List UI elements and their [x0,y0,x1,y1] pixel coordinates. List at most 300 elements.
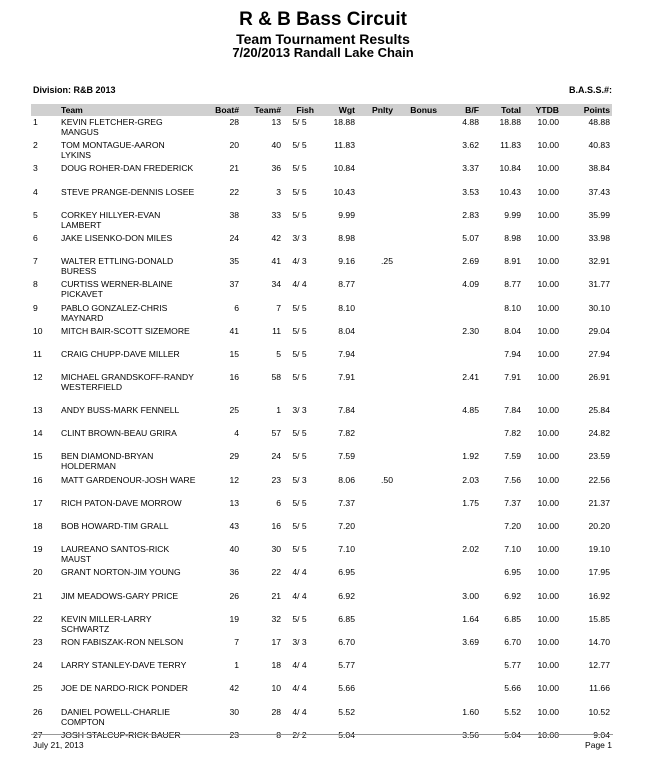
total-weight-cell: 7.56 [504,474,521,485]
ytd-bonus-cell: 10.00 [537,729,559,740]
col-weight: Wgt [338,105,355,115]
event-name: 7/20/2013 Randall Lake Chain [232,45,414,60]
boat-number-cell: 38 [229,209,239,220]
ytd-bonus-cell: 10.00 [537,302,559,313]
penalty-cell [357,427,395,450]
team-name-cell: GRANT NORTON-JIM YOUNG [61,567,181,578]
boat-number-cell: 37 [229,279,239,290]
team-number-cell: 1 [276,405,281,416]
col-big-fish: B/F [465,105,479,115]
boat-number-cell: 29 [229,451,239,462]
total-weight-cell: 8.91 [504,256,521,267]
team-number-cell: 18 [271,660,281,671]
points-cell: 31.77 [588,279,610,290]
big-fish-cell: 3.56 [462,729,479,740]
ytd-bonus-cell: 10.00 [537,372,559,383]
ytd-bonus-cell: 10.00 [537,451,559,462]
place-cell: 23 [33,636,43,647]
table-row [31,404,612,427]
team-name-cell: JIM MEADOWS-GARY PRICE [61,590,179,601]
place-cell: 26 [33,706,43,717]
weight-cell: 8.98 [338,232,355,243]
team-number-cell: 28 [271,706,281,717]
team-name-cell: STEVE PRANGE-DENNIS LOSEE [61,186,195,197]
total-weight-cell: 7.82 [504,428,521,439]
table-row [31,325,612,348]
big-fish-cell: 4.09 [462,279,479,290]
points-cell: 11.66 [589,683,610,694]
weight-cell: 18.88 [333,117,355,127]
fish-count-cell: 5/ 5 [292,163,307,174]
big-fish-cell: 2.02 [462,544,479,555]
big-fish-cell [439,659,481,682]
bonus-cell [395,474,439,497]
ytd-bonus-cell: 10.00 [537,163,559,174]
col-team: Team [61,105,83,115]
weight-cell: 7.10 [338,544,355,555]
team-name-cell: MICHAEL GRANDSKOFF-RANDY WESTERFIELD [61,372,194,393]
big-fish-cell: 1.60 [462,706,479,717]
penalty-cell [357,682,395,705]
table-row [31,162,612,185]
bonus-cell [395,232,439,255]
table-row [31,566,612,589]
weight-cell: 6.70 [338,636,355,647]
boat-number-cell: 12 [229,474,239,485]
total-weight-cell: 6.70 [504,636,521,647]
penalty-cell [357,404,395,427]
table-row [31,186,612,209]
team-number-cell: 6 [276,497,281,508]
place-cell: 14 [33,428,43,439]
big-fish-cell: 3.69 [462,636,479,647]
weight-cell: 8.77 [338,279,355,290]
boat-number-cell: 6 [234,302,239,313]
boat-number-cell: 25 [229,405,239,416]
points-cell: 33.98 [588,232,610,243]
team-number-cell: 7 [276,302,281,313]
team-name-cell: KEVIN MILLER-LARRY SCHWARTZ [61,613,152,634]
total-weight-cell: 11.83 [500,140,521,151]
big-fish-cell: 3.53 [462,186,479,197]
fish-count-cell: 4/ 4 [292,567,307,578]
weight-cell: 8.04 [338,325,355,336]
team-name-cell: TOM MONTAGUE-AARON LYKINS [61,140,165,161]
points-cell: 35.99 [588,209,610,220]
team-number-cell: 5 [276,348,281,359]
penalty-cell [357,209,395,232]
ytd-bonus-cell: 10.00 [537,186,559,197]
points-cell: 40.83 [588,140,610,151]
penalty-cell [357,659,395,682]
fish-count-cell: 5/ 5 [292,325,307,336]
ytd-bonus-cell: 10.00 [537,567,559,578]
bass-number-label: B.A.S.S.#: [568,85,612,95]
ytd-bonus-cell: 10.00 [537,428,559,439]
boat-number-cell: 28 [229,117,239,127]
team-name-cell: JAKE LISENKO-DON MILES [61,232,173,243]
total-weight-cell: 7.20 [504,521,521,531]
table-row [31,371,612,404]
big-fish-cell: 4.85 [462,405,479,416]
bonus-cell [395,543,439,566]
team-number-cell: 10 [271,683,281,694]
table-row [31,278,612,301]
bonus-cell [395,520,439,543]
total-weight-cell: 6.85 [504,613,521,624]
team-name-cell: BEN DIAMOND-BRYAN HOLDERMAN [61,451,154,472]
table-row [31,636,612,659]
penalty-cell [357,729,395,752]
footer-page-number: Page 1 [585,740,612,750]
table-header-row [31,104,612,116]
penalty-cell [357,116,395,139]
ytd-bonus-cell: 10.00 [537,521,559,531]
fish-count-cell: 5/ 5 [292,372,307,383]
team-name-cell: RICH PATON-DAVE MORROW [61,497,182,508]
team-number-cell: 42 [271,232,281,243]
results-body [31,116,612,752]
team-name-cell: CLINT BROWN-BEAU GRIRA [61,428,177,439]
total-weight-cell: 18.88 [499,117,521,127]
ytd-bonus-cell: 10.00 [537,613,559,624]
big-fish-cell [439,566,481,589]
ytd-bonus-cell: 10.00 [537,683,559,694]
team-name-cell: DANIEL POWELL-CHARLIE COMPTON [61,706,171,727]
place-cell: 24 [33,660,43,671]
place-cell: 15 [33,451,43,462]
fish-count-cell: 2/ 2 [292,729,307,740]
penalty-cell [357,139,395,162]
table-row [31,348,612,371]
weight-cell: 9.99 [338,209,355,220]
penalty-cell [357,566,395,589]
team-name-cell: RON FABISZAK-RON NELSON [61,636,184,647]
total-weight-cell: 7.59 [504,451,521,462]
total-weight-cell: 8.10 [504,302,521,313]
boat-number-cell: 20 [229,140,239,151]
ytd-bonus-cell: 10.00 [537,544,559,555]
total-weight-cell: 8.04 [504,325,521,336]
big-fish-cell: 1.75 [462,497,479,508]
place-cell: 11 [33,348,42,359]
weight-cell: 5.66 [338,683,355,694]
total-weight-cell: 7.91 [504,372,521,383]
points-cell: 25.84 [588,405,610,416]
big-fish-cell: 1.92 [462,451,479,462]
division-label: Division: R&B 2013 [33,85,116,95]
points-cell: 21.37 [588,497,610,508]
ytd-bonus-cell: 10.00 [537,256,559,267]
table-row [31,682,612,705]
bonus-cell [395,404,439,427]
total-weight-cell: 7.10 [504,544,521,555]
team-number-cell: 17 [271,636,281,647]
weight-cell: 7.84 [338,405,355,416]
report-title: R & B Bass Circuit [239,9,407,30]
bonus-cell [395,427,439,450]
points-cell: 26.91 [588,372,610,383]
boat-number-cell: 22 [229,186,239,197]
weight-cell: 10.84 [333,163,355,174]
penalty-cell [357,636,395,659]
team-number-cell: 34 [271,279,281,290]
place-cell: 8 [33,279,38,290]
ytd-bonus-cell: 10.00 [537,590,559,601]
bonus-cell [395,139,439,162]
total-weight-cell: 10.84 [499,163,521,174]
bonus-cell [395,371,439,404]
place-cell: 17 [33,497,43,508]
ytd-bonus-cell: 10.00 [537,279,559,290]
weight-cell: 6.92 [338,590,355,601]
penalty-cell [357,543,395,566]
penalty-cell [357,348,395,371]
total-weight-cell: 6.92 [504,590,521,601]
big-fish-cell: 2.69 [462,256,479,267]
big-fish-cell: 2.41 [462,372,479,383]
points-cell: 24.82 [588,428,610,439]
bonus-cell [395,162,439,185]
total-weight-cell: 8.77 [504,279,521,290]
weight-cell: 6.85 [338,613,355,624]
points-cell: 17.95 [588,567,610,578]
weight-cell: 10.43 [333,186,355,197]
table-row [31,139,612,162]
team-name-cell: JOSH STALCUP-RICK BAUER [61,729,181,740]
bonus-cell [395,659,439,682]
table-row [31,450,612,473]
fish-count-cell: 5/ 5 [292,140,307,151]
team-name-cell: LAUREANO SANTOS-RICK MAUST [61,544,170,565]
penalty-cell [357,706,395,729]
fish-count-cell: 5/ 5 [292,302,307,313]
place-cell: 5 [33,209,38,220]
boat-number-cell: 13 [229,497,239,508]
table-row [31,209,612,232]
big-fish-cell: 5.07 [462,232,479,243]
col-team-number: Team# [254,105,281,115]
bonus-cell [395,255,439,278]
weight-cell: 5.52 [338,706,355,717]
boat-number-cell: 4 [234,428,239,439]
boat-number-cell: 16 [229,372,239,383]
team-name-cell: KEVIN FLETCHER-GREG MANGUS [61,117,163,137]
team-number-cell: 41 [271,256,281,267]
table-row [31,302,612,325]
penalty-cell [357,232,395,255]
place-cell: 22 [33,613,43,624]
ytd-bonus-cell: 10.00 [537,474,559,485]
team-name-cell: CURTISS WERNER-BLAINE PICKAVET [61,279,173,300]
fish-count-cell: 3/ 3 [292,405,307,416]
ytd-bonus-cell: 10.00 [537,405,559,416]
big-fish-cell [439,682,481,705]
big-fish-cell [439,302,481,325]
fish-count-cell: 4/ 4 [292,706,307,717]
ytd-bonus-cell: 10.00 [537,117,559,127]
fish-count-cell: 4/ 4 [292,683,307,694]
table-row [31,232,612,255]
big-fish-cell: 3.62 [462,140,479,151]
bonus-cell [395,590,439,613]
team-number-cell: 30 [271,544,281,555]
col-points: Points [583,105,610,115]
fish-count-cell: 3/ 3 [292,232,307,243]
fish-count-cell: 4/ 4 [292,660,307,671]
total-weight-cell: 8.98 [504,232,521,243]
team-number-cell: 16 [271,521,281,531]
table-row [31,613,612,636]
points-cell: 48.88 [588,117,610,127]
points-cell: 27.94 [588,348,610,359]
weight-cell: 7.91 [338,372,355,383]
penalty-cell [357,371,395,404]
fish-count-cell: 5/ 5 [292,497,307,508]
place-cell: 4 [33,186,38,197]
penalty-cell: .50 [381,474,393,485]
team-name-cell: LARRY STANLEY-DAVE TERRY [61,660,187,671]
points-cell: 14.70 [588,636,610,647]
total-weight-cell: 5.66 [504,683,521,694]
boat-number-cell: 21 [229,163,239,174]
penalty-cell: .25 [381,256,393,267]
bonus-cell [395,497,439,520]
fish-count-cell: 4/ 4 [292,279,307,290]
weight-cell: 5.77 [338,660,355,671]
table-row [31,543,612,566]
big-fish-cell [439,348,481,371]
total-weight-cell: 7.94 [504,348,521,359]
table-row [31,706,612,729]
ytd-bonus-cell: 10.00 [537,325,559,336]
place-cell: 16 [33,474,43,485]
penalty-cell [357,450,395,473]
team-number-cell: 40 [271,140,281,151]
total-weight-cell: 7.37 [504,497,521,508]
big-fish-cell: 2.03 [462,474,479,485]
team-name-cell: CRAIG CHUPP-DAVE MILLER [61,348,180,359]
team-name-cell: MATT GARDENOUR-JOSH WARE [61,474,196,485]
team-number-cell: 24 [271,451,281,462]
points-cell: 16.92 [588,590,610,601]
results-table [31,104,612,752]
penalty-cell [357,497,395,520]
ytd-bonus-cell: 10.00 [537,636,559,647]
points-cell: 15.85 [588,613,610,624]
bonus-cell [395,116,439,139]
ytd-bonus-cell: 10.00 [537,348,559,359]
weight-cell: 11.83 [334,140,355,151]
bonus-cell [395,566,439,589]
points-cell: 23.59 [588,451,610,462]
points-cell: 30.10 [588,302,610,313]
team-name-cell: JOE DE NARDO-RICK PONDER [61,683,189,694]
fish-count-cell: 5/ 5 [292,521,307,531]
place-cell: 21 [33,590,43,601]
place-cell: 25 [33,683,43,694]
fish-count-cell: 5/ 5 [292,428,307,439]
bonus-cell [395,636,439,659]
col-ytdb: YTDB [535,105,559,115]
report-subtitle: Team Tournament Results [236,31,410,47]
weight-cell: 7.59 [338,451,355,462]
bonus-cell [395,729,439,752]
fish-count-cell: 5/ 5 [292,117,307,127]
big-fish-cell [439,427,481,450]
boat-number-cell: 41 [229,325,239,336]
penalty-cell [357,613,395,636]
big-fish-cell: 2.30 [462,325,479,336]
team-name-cell: MITCH BAIR-SCOTT SIZEMORE [61,325,190,336]
team-number-cell: 57 [271,428,281,439]
penalty-cell [357,520,395,543]
big-fish-cell [439,520,481,543]
ytd-bonus-cell: 10.00 [537,660,559,671]
col-total: Total [501,105,521,115]
col-boat: Boat# [215,105,239,115]
team-number-cell: 58 [271,372,281,383]
fish-count-cell: 5/ 5 [292,451,307,462]
fish-count-cell: 5/ 3 [292,474,307,485]
team-number-cell: 32 [271,613,281,624]
bonus-cell [395,450,439,473]
place-cell: 27 [33,729,43,740]
ytd-bonus-cell: 10.00 [537,140,559,151]
footer-date: July 21, 2013 [33,740,84,750]
place-cell: 9 [33,302,38,313]
fish-count-cell: 3/ 3 [292,636,307,647]
points-cell: 20.20 [588,521,610,531]
total-weight-cell: 7.84 [504,405,521,416]
team-name-cell: DOUG ROHER-DAN FREDERICK [61,163,194,174]
team-name-cell: CORKEY HILLYER-EVAN LAMBERT [61,209,161,230]
team-number-cell: 3 [276,186,281,197]
ytd-bonus-cell: 10.00 [537,232,559,243]
boat-number-cell: 15 [229,348,239,359]
fish-count-cell: 4/ 4 [292,590,307,601]
weight-cell: 8.10 [338,302,355,313]
table-row [31,427,612,450]
points-cell: 37.43 [588,186,610,197]
points-cell: 22.56 [588,474,610,485]
penalty-cell [357,162,395,185]
bonus-cell [395,325,439,348]
boat-number-cell: 43 [229,521,239,531]
big-fish-cell: 1.64 [462,613,479,624]
boat-number-cell: 35 [229,256,239,267]
points-cell: 19.10 [588,544,610,555]
fish-count-cell: 5/ 5 [292,209,307,220]
boat-number-cell: 7 [234,636,239,647]
points-cell: 29.04 [588,325,610,336]
penalty-cell [357,186,395,209]
team-name-cell: WALTER ETTLING-DONALD BURESS [61,256,174,277]
fish-count-cell: 5/ 5 [292,613,307,624]
team-number-cell: 23 [271,474,281,485]
team-number-cell: 22 [271,567,281,578]
big-fish-cell: 3.37 [462,163,479,174]
bonus-cell [395,682,439,705]
ytd-bonus-cell: 10.00 [537,497,559,508]
total-weight-cell: 5.77 [504,660,521,671]
bonus-cell [395,706,439,729]
ytd-bonus-cell: 10.00 [537,706,559,717]
ytd-bonus-cell: 10.00 [537,209,559,220]
boat-number-cell: 30 [229,706,239,717]
boat-number-cell: 24 [229,232,239,243]
penalty-cell [357,590,395,613]
